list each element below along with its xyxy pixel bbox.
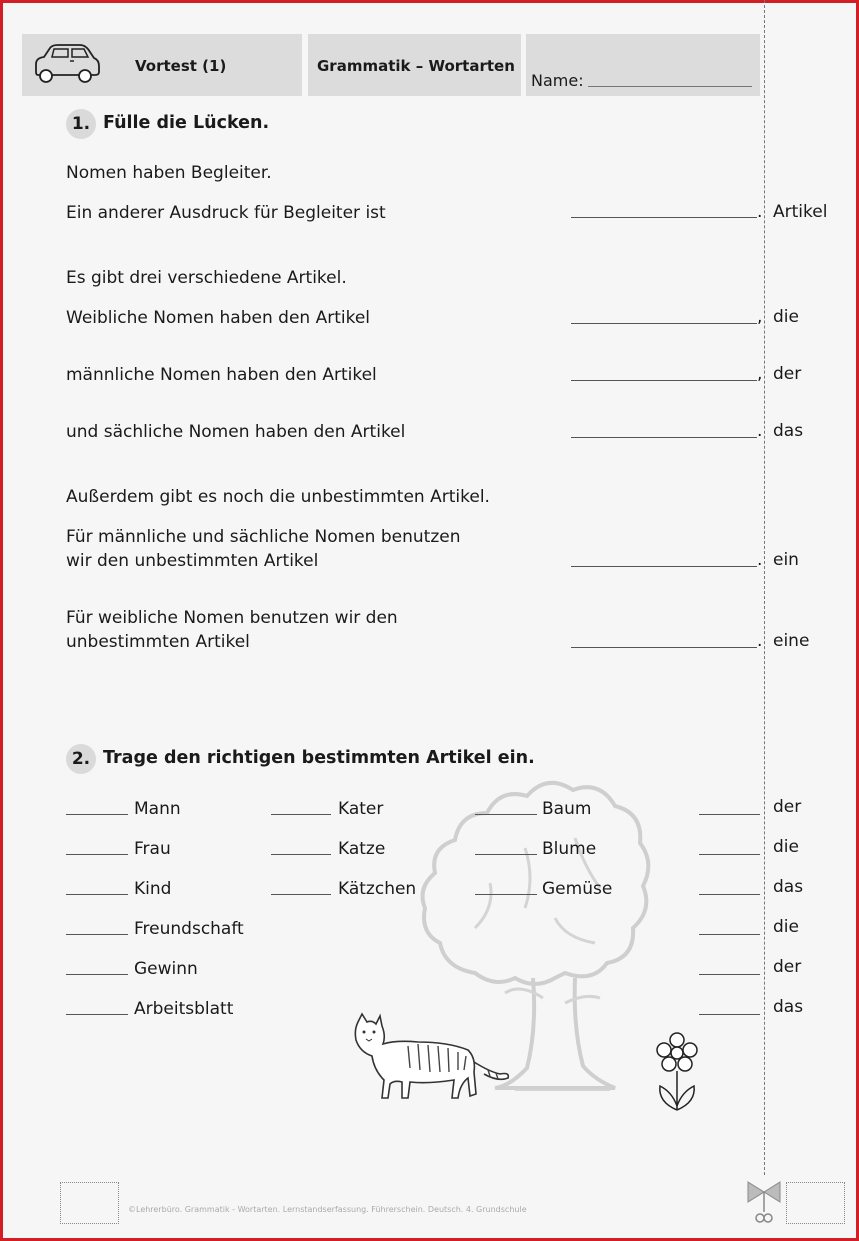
task1-line6a: Für weibliche Nomen benutzen wir den — [66, 608, 398, 628]
task2-blank-freundschaft[interactable] — [66, 934, 128, 935]
task1-answer1: Artikel — [773, 202, 828, 222]
task1-blank4[interactable] — [571, 437, 757, 438]
task2-word-kater: Kater — [338, 799, 384, 819]
task2-blank-col4-3[interactable] — [699, 894, 760, 895]
task2-word-gemuese: Gemüse — [542, 879, 613, 899]
task1-answer4: das — [773, 421, 804, 441]
task2-blank-col4-5[interactable] — [699, 974, 760, 975]
footer-box-right — [786, 1182, 845, 1224]
task2-word-katze: Katze — [338, 839, 386, 859]
task2-word-arbeitsblatt: Arbeitsblatt — [134, 999, 234, 1019]
task2-word-freundschaft: Freundschaft — [134, 919, 244, 939]
task1-intro1: Nomen haben Begleiter. — [66, 163, 272, 183]
task1-line5a: Für männliche und sächliche Nomen benutzen — [66, 527, 461, 547]
task1-line4: und sächliche Nomen haben den Artikel — [66, 422, 406, 442]
task1-line3: männliche Nomen haben den Artikel — [66, 365, 377, 385]
task1-line1: Ein anderer Ausdruck für Begleiter ist — [66, 203, 386, 223]
task1-answer6: eine — [773, 631, 810, 651]
header-title-topic: Grammatik – Wortarten — [317, 57, 515, 75]
task1-title: Fülle die Lücken. — [103, 113, 270, 133]
name-field[interactable] — [588, 86, 752, 87]
task1-blank3[interactable] — [571, 380, 757, 381]
task2-blank-col4-2[interactable] — [699, 854, 760, 855]
task2-blank-kaetzchen[interactable] — [271, 894, 331, 895]
task2-blank-frau[interactable] — [66, 854, 128, 855]
task2-word-frau: Frau — [134, 839, 171, 859]
task1-intro3: Außerdem gibt es noch die unbestimmten Artikel. — [66, 487, 490, 507]
task2-word-mann: Mann — [134, 799, 181, 819]
task1-period1: . — [757, 202, 763, 222]
task2-blank-gemuese[interactable] — [475, 894, 537, 895]
task2-blank-kater[interactable] — [271, 814, 331, 815]
task2-answer-1: der — [773, 797, 802, 817]
task2-answer-3: das — [773, 877, 804, 897]
task2-word-baum: Baum — [542, 799, 592, 819]
task1-blank5[interactable] — [571, 566, 757, 567]
task1-intro2: Es gibt drei verschiedene Artikel. — [66, 268, 347, 288]
task2-word-blume: Blume — [542, 839, 597, 859]
task1-period6: . — [757, 631, 763, 651]
task1-answer5: ein — [773, 550, 799, 570]
name-label: Name: — [531, 71, 584, 90]
task1-comma3: , — [757, 364, 763, 384]
task2-answer-2: die — [773, 837, 799, 857]
task1-answer2: die — [773, 307, 799, 327]
task2-word-kaetzchen: Kätzchen — [338, 879, 417, 899]
task2-number: 2. — [66, 744, 96, 774]
task2-word-gewinn: Gewinn — [134, 959, 198, 979]
task1-line6b: unbestimmten Artikel — [66, 632, 250, 652]
task2-blank-baum[interactable] — [475, 814, 537, 815]
task1-period4: . — [757, 421, 763, 441]
task1-comma2: , — [757, 307, 763, 327]
task2-blank-col4-4[interactable] — [699, 934, 760, 935]
task2-word-kind: Kind — [134, 879, 172, 899]
task1-line5b: wir den unbestimmten Artikel — [66, 551, 319, 571]
task2-blank-col4-1[interactable] — [699, 814, 760, 815]
flower-illustration — [650, 1030, 705, 1112]
task2-answer-6: das — [773, 997, 804, 1017]
task2-blank-mann[interactable] — [66, 814, 128, 815]
car-icon — [30, 42, 102, 88]
task2-answer-5: der — [773, 957, 802, 977]
task2-blank-kind[interactable] — [66, 894, 128, 895]
task1-blank6[interactable] — [571, 647, 757, 648]
task2-title: Trage den richtigen bestimmten Artikel ein. — [103, 748, 535, 768]
task2-blank-gewinn[interactable] — [66, 974, 128, 975]
scissors-icon — [746, 1178, 782, 1226]
task2-blank-arbeitsblatt[interactable] — [66, 1014, 128, 1015]
cut-line — [764, 0, 765, 1175]
task1-period5: . — [757, 550, 763, 570]
task1-answer3: der — [773, 364, 802, 384]
task2-blank-blume[interactable] — [475, 854, 537, 855]
task2-answer-4: die — [773, 917, 799, 937]
task2-blank-katze[interactable] — [271, 854, 331, 855]
task1-number: 1. — [66, 109, 96, 139]
task1-blank1[interactable] — [571, 217, 757, 218]
cat-illustration — [348, 1012, 513, 1104]
footer-box-left — [60, 1182, 119, 1224]
task2-blank-col4-6[interactable] — [699, 1014, 760, 1015]
header-title-vortest: Vortest (1) — [135, 57, 227, 75]
task1-blank2[interactable] — [571, 323, 757, 324]
task1-line2: Weibliche Nomen haben den Artikel — [66, 308, 371, 328]
footer-copyright: ©Lehrerbüro. Grammatik - Wortarten. Lernstandserfassung. Führerschein. Deutsch. 4. Grundschule — [128, 1205, 527, 1214]
